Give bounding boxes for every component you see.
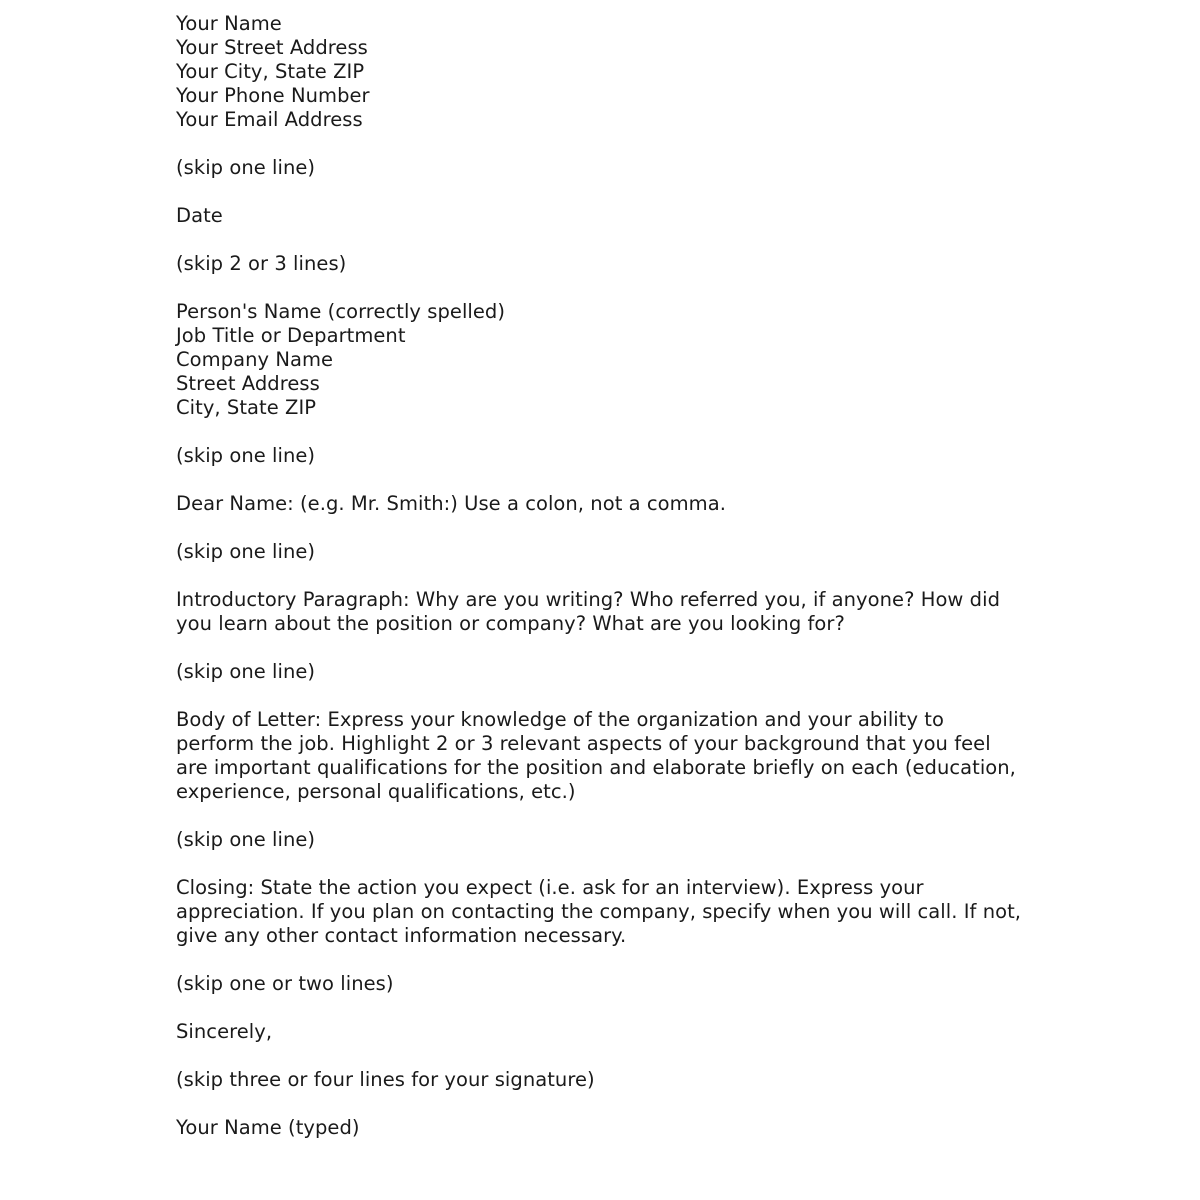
letter-block-skip-7 <box>176 972 1024 996</box>
address-line: Your Email Address <box>176 108 363 131</box>
letter-block-closing-paragraph <box>176 876 1024 948</box>
paragraph-text: Body of Letter: Express your knowledge of the organization and your ability to perform the job. Highlight 2 or 3 relevant aspects of your background that you feel are important qualifications for the position and elaborate briefly on each (education, experience, personal qualifications, etc.) <box>176 708 1016 803</box>
instruction-line: (skip one line) <box>176 660 316 683</box>
address-line: Your Name <box>176 12 282 35</box>
field-line: Date <box>176 204 223 227</box>
address-line: Person's Name (correctly spelled) <box>176 300 506 323</box>
address-line: Company Name <box>176 348 334 371</box>
field-line: Your Name (typed) <box>176 1116 360 1139</box>
instruction-line: (skip one line) <box>176 828 316 851</box>
cover-letter-body <box>176 12 1024 1140</box>
letter-block-skip-8 <box>176 1068 1024 1092</box>
letter-block-skip-2 <box>176 252 1024 276</box>
address-line: Your Street Address <box>176 36 368 59</box>
letter-block-recipient-address <box>176 300 1024 420</box>
address-line: Job Title or Department <box>176 324 406 347</box>
letter-block-body-paragraph <box>176 708 1024 804</box>
letter-block-date <box>176 204 1024 228</box>
letter-block-skip-4 <box>176 540 1024 564</box>
instruction-line: (skip one line) <box>176 444 316 467</box>
field-line: Dear Name: (e.g. Mr. Smith:) Use a colon, not a comma. <box>176 492 726 515</box>
instruction-line: (skip one line) <box>176 156 316 179</box>
instruction-line: (skip one or two lines) <box>176 972 394 995</box>
letter-block-complimentary-close <box>176 1020 1024 1044</box>
letter-block-intro-paragraph <box>176 588 1024 636</box>
letter-block-skip-6 <box>176 828 1024 852</box>
address-line: City, State ZIP <box>176 396 317 419</box>
address-line: Your Phone Number <box>176 84 370 107</box>
letter-block-salutation <box>176 492 1024 516</box>
instruction-line: (skip one line) <box>176 540 316 563</box>
address-line: Street Address <box>176 372 320 395</box>
field-line: Sincerely, <box>176 1020 273 1043</box>
letter-block-skip-1 <box>176 156 1024 180</box>
paragraph-text: Closing: State the action you expect (i.e. ask for an interview). Express your appreciation. If you plan on contacting the company, specify when you will call. If not, give any other contact information necessary. <box>176 876 1022 947</box>
instruction-line: (skip three or four lines for your signature) <box>176 1068 595 1091</box>
paragraph-text: Introductory Paragraph: Why are you writing? Who referred you, if anyone? How did you learn about the position or company? What are you looking for? <box>176 588 1000 635</box>
letter-block-skip-3 <box>176 444 1024 468</box>
address-line: Your City, State ZIP <box>176 60 365 83</box>
letter-block-signature-name <box>176 1116 1024 1140</box>
instruction-line: (skip 2 or 3 lines) <box>176 252 347 275</box>
letter-block-sender-address <box>176 12 1024 132</box>
letter-block-skip-5 <box>176 660 1024 684</box>
